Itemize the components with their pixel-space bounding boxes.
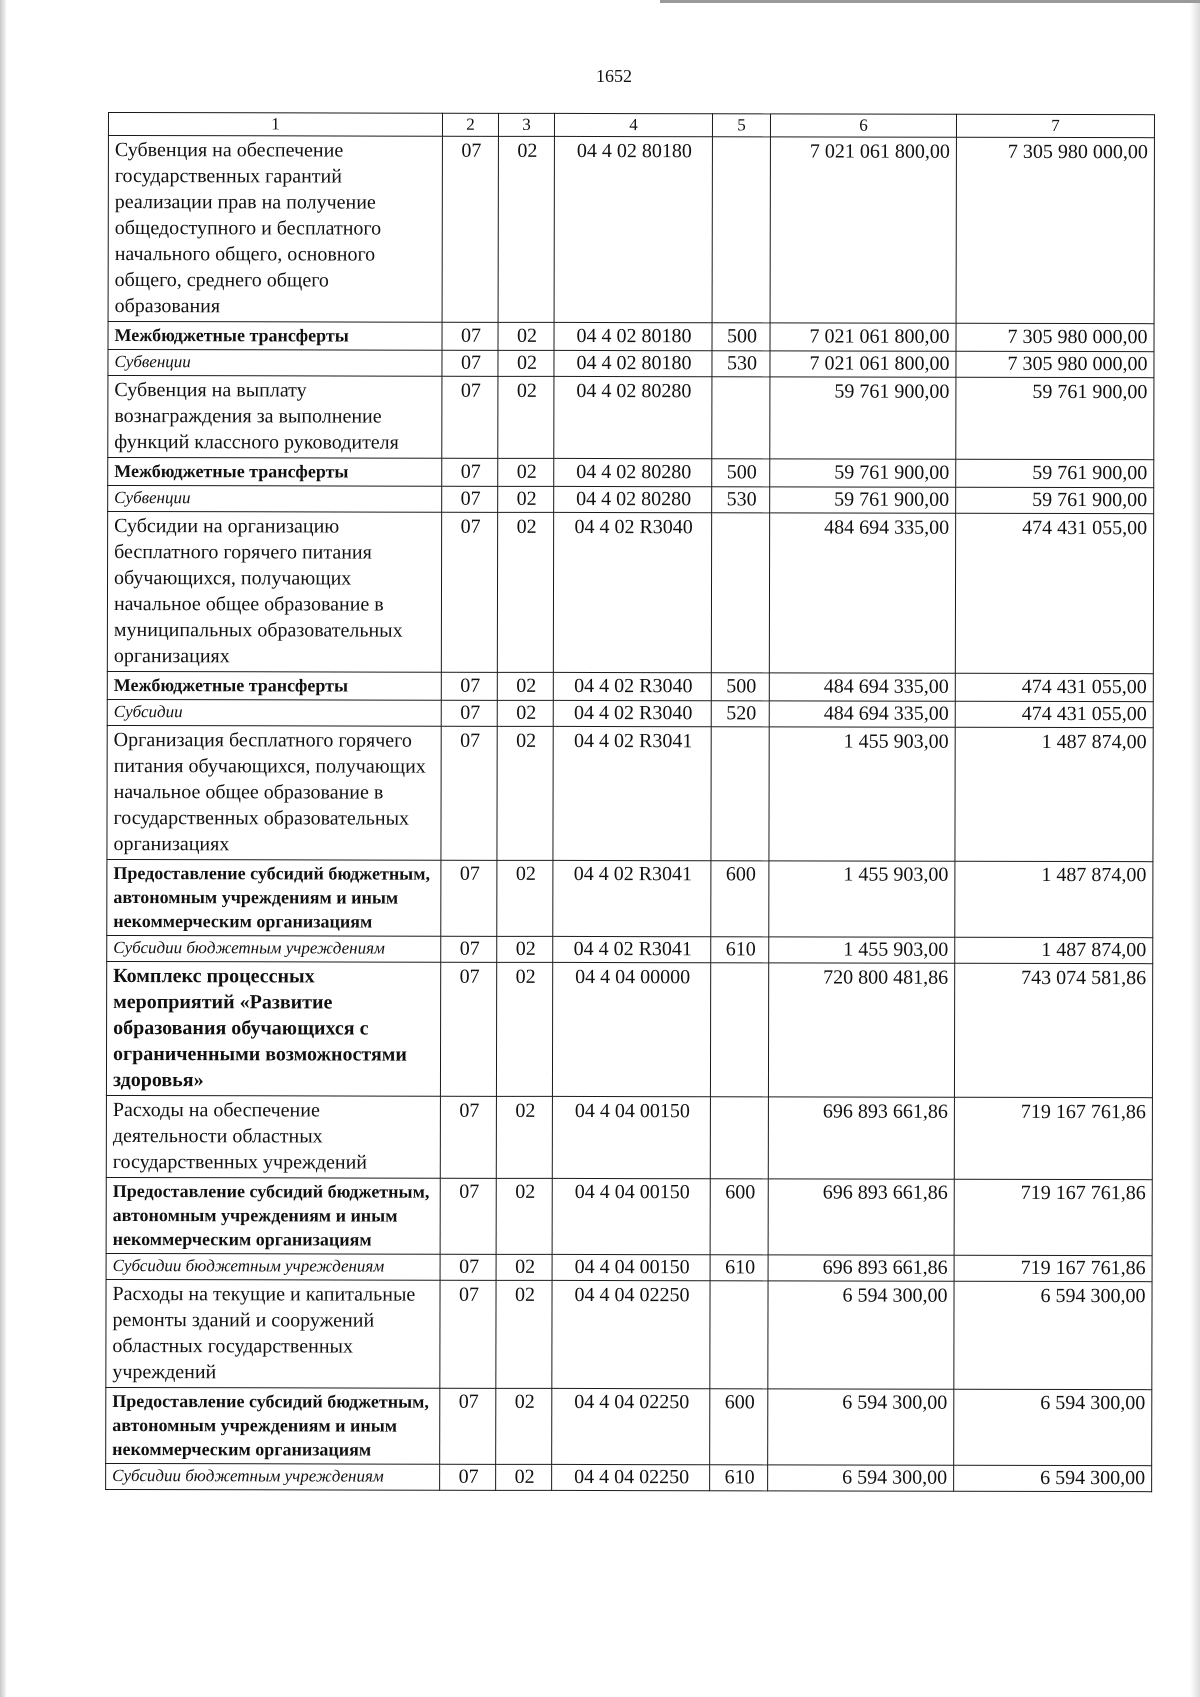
table-row	[107, 671, 1153, 701]
header-cell-6: 6	[770, 114, 956, 137]
row-expense-type	[710, 1281, 768, 1389]
row-name: Предоставление субсидий бюджетным, автономным учреждениям и иным некоммерческим организациям	[106, 1177, 440, 1254]
row-expense-type	[712, 137, 770, 323]
table-row	[108, 350, 1154, 378]
row-target-article: 04 4 02 80180	[554, 350, 712, 376]
row-amount-year-2: 6 594 300,00	[954, 1389, 1152, 1465]
row-target-article: 04 4 04 00000	[552, 962, 710, 1096]
row-section: 07	[441, 512, 497, 672]
row-amount-year-2: 6 594 300,00	[954, 1281, 1152, 1389]
row-amount-year-2: 719 167 761,86	[954, 1255, 1152, 1281]
row-amount-year-2: 474 431 055,00	[955, 513, 1153, 673]
row-target-article: 04 4 02 80180	[554, 322, 712, 350]
row-section: 07	[440, 1280, 496, 1388]
header-cell-5: 5	[712, 114, 770, 137]
table-row	[107, 859, 1153, 937]
header-cell-2: 2	[442, 113, 498, 136]
row-subsection: 02	[496, 1280, 552, 1388]
row-subsection: 02	[496, 1254, 552, 1280]
row-expense-type: 530	[712, 351, 770, 377]
row-expense-type: 610	[711, 937, 769, 963]
row-subsection: 02	[496, 1464, 552, 1490]
row-name: Субсидии на организацию бесплатного горячего питания обучающихся, получающих начальное общее образование в муниципальных образовательных организациях	[107, 512, 441, 673]
row-subsection: 02	[498, 458, 554, 486]
row-expense-type: 500	[712, 459, 770, 487]
row-name: Субвенция на выплату вознаграждения за выполнение функций классного руководителя	[108, 376, 442, 459]
row-name: Комплекс процессных мероприятий «Развитие образования обучающихся с ограниченными возможностями здоровья»	[106, 961, 440, 1096]
row-target-article: 04 4 04 02250	[552, 1280, 710, 1388]
row-amount-year-1: 696 893 661,86	[768, 1179, 954, 1255]
row-expense-type: 610	[710, 1465, 768, 1491]
row-name: Расходы на обеспечение деятельности областных государственных учреждений	[106, 1095, 440, 1178]
row-subsection: 02	[497, 936, 553, 962]
row-name: Субсидии бюджетным учреждениям	[106, 1463, 440, 1490]
row-amount-year-2: 1 487 874,00	[955, 861, 1153, 937]
row-target-article: 04 4 04 02250	[552, 1388, 710, 1464]
row-amount-year-2: 474 431 055,00	[955, 701, 1153, 727]
row-amount-year-1: 484 694 335,00	[769, 673, 955, 701]
row-name: Межбюджетные трансферты	[108, 322, 442, 351]
row-target-article: 04 4 02 80280	[554, 486, 712, 512]
row-section: 07	[440, 1464, 496, 1490]
table-row	[108, 486, 1154, 514]
table-row	[107, 512, 1153, 674]
row-subsection: 02	[497, 700, 553, 726]
row-amount-year-1: 59 761 900,00	[770, 377, 956, 459]
row-name: Субсидии	[107, 699, 441, 726]
row-subsection: 02	[497, 860, 553, 936]
row-expense-type	[711, 513, 769, 673]
row-amount-year-2: 743 074 581,86	[954, 963, 1152, 1097]
row-section: 07	[441, 672, 497, 700]
row-amount-year-1: 1 455 903,00	[769, 727, 955, 861]
row-expense-type: 530	[712, 487, 770, 513]
row-name: Субвенции	[108, 350, 442, 377]
row-expense-type	[711, 727, 769, 861]
row-subsection: 02	[498, 486, 554, 512]
row-section: 07	[440, 962, 496, 1096]
row-section: 07	[441, 726, 497, 860]
table-row	[108, 322, 1154, 352]
row-amount-year-1: 696 893 661,86	[768, 1097, 954, 1179]
header-cell-4: 4	[554, 113, 712, 136]
row-amount-year-2: 59 761 900,00	[956, 487, 1154, 513]
row-amount-year-2: 1 487 874,00	[955, 727, 1153, 861]
row-subsection: 02	[497, 672, 553, 700]
row-expense-type: 600	[711, 861, 769, 937]
row-target-article: 04 4 02 R3041	[553, 726, 711, 860]
row-name: Расходы на текущие и капитальные ремонты зданий и сооружений областных государственных учреждений	[106, 1279, 440, 1388]
row-section: 07	[442, 136, 498, 322]
row-target-article: 04 4 04 00150	[552, 1254, 710, 1280]
row-amount-year-2: 474 431 055,00	[955, 673, 1153, 701]
row-section: 07	[440, 1254, 496, 1280]
table-row	[106, 1463, 1152, 1491]
table-row	[106, 1279, 1152, 1389]
row-amount-year-2: 719 167 761,86	[954, 1097, 1152, 1179]
table-row	[107, 699, 1153, 727]
header-row	[108, 113, 1154, 138]
row-amount-year-1: 720 800 481,86	[768, 963, 954, 1097]
row-section: 07	[442, 376, 498, 458]
row-expense-type	[710, 963, 768, 1097]
row-subsection: 02	[498, 376, 554, 458]
row-target-article: 04 4 04 02250	[552, 1464, 710, 1490]
row-name: Субвенция на обеспечение государственных гарантий реализации прав на получение общедоступного и бесплатного начального общего, основного общего, среднего общего образования	[108, 136, 442, 323]
row-amount-year-1: 484 694 335,00	[769, 513, 955, 673]
row-subsection: 02	[498, 322, 554, 350]
row-amount-year-1: 59 761 900,00	[770, 459, 956, 487]
row-target-article: 04 4 02 80180	[554, 136, 712, 322]
row-expense-type	[710, 1097, 768, 1179]
row-amount-year-2: 59 761 900,00	[956, 377, 1154, 459]
table-row	[107, 725, 1153, 861]
row-amount-year-1: 7 021 061 800,00	[770, 323, 956, 351]
table-row	[108, 458, 1154, 488]
row-subsection: 02	[496, 1096, 552, 1178]
budget-table	[105, 112, 1155, 1492]
table-row	[108, 136, 1154, 324]
scan-edge-left	[0, 0, 6, 1697]
header-cell-7: 7	[956, 114, 1154, 137]
row-subsection: 02	[496, 1178, 552, 1254]
row-section: 07	[442, 350, 498, 376]
row-amount-year-1: 6 594 300,00	[768, 1389, 954, 1465]
table-row	[108, 376, 1154, 460]
row-section: 07	[442, 486, 498, 512]
table-row	[106, 1253, 1152, 1281]
row-target-article: 04 4 02 80280	[554, 376, 712, 458]
row-section: 07	[441, 936, 497, 962]
row-amount-year-2: 6 594 300,00	[954, 1465, 1152, 1491]
row-subsection: 02	[498, 350, 554, 376]
row-amount-year-1: 7 021 061 800,00	[770, 137, 956, 323]
row-amount-year-1: 1 455 903,00	[769, 937, 955, 963]
row-amount-year-1: 59 761 900,00	[770, 487, 956, 513]
page-number: 1652	[596, 66, 632, 86]
row-amount-year-2: 7 305 980 000,00	[956, 137, 1154, 323]
row-target-article: 04 4 02 R3040	[553, 672, 711, 700]
row-subsection: 02	[497, 512, 553, 672]
row-expense-type	[712, 377, 770, 459]
row-subsection: 02	[497, 726, 553, 860]
row-expense-type: 610	[710, 1255, 768, 1281]
row-amount-year-1: 7 021 061 800,00	[770, 351, 956, 377]
row-target-article: 04 4 04 00150	[552, 1178, 710, 1254]
row-section: 07	[442, 458, 498, 486]
row-subsection: 02	[498, 136, 554, 322]
row-expense-type: 600	[710, 1179, 768, 1255]
row-name: Предоставление субсидий бюджетным, автономным учреждениям и иным некоммерческим организациям	[106, 1387, 440, 1464]
table-row	[106, 1095, 1152, 1179]
table-row	[106, 1177, 1152, 1255]
table-row	[106, 1387, 1152, 1465]
row-target-article: 04 4 02 80280	[554, 458, 712, 486]
row-name: Предоставление субсидий бюджетным, автономным учреждениям и иным некоммерческим организациям	[107, 859, 441, 936]
row-expense-type: 520	[711, 701, 769, 727]
row-amount-year-1: 6 594 300,00	[768, 1281, 954, 1389]
header-cell-1: 1	[108, 113, 442, 137]
row-expense-type: 500	[711, 673, 769, 701]
row-amount-year-1: 484 694 335,00	[769, 701, 955, 727]
row-subsection: 02	[496, 1388, 552, 1464]
row-name: Межбюджетные трансферты	[107, 671, 441, 700]
row-amount-year-1: 696 893 661,86	[768, 1255, 954, 1281]
row-section: 07	[442, 322, 498, 350]
table-row	[106, 961, 1152, 1097]
row-amount-year-2: 7 305 980 000,00	[956, 351, 1154, 377]
row-target-article: 04 4 02 R3040	[553, 512, 711, 672]
row-name: Межбюджетные трансферты	[108, 458, 442, 487]
row-amount-year-1: 1 455 903,00	[769, 861, 955, 937]
row-section: 07	[440, 1388, 496, 1464]
row-section: 07	[441, 700, 497, 726]
scan-edge-top	[660, 0, 1200, 3]
row-section: 07	[440, 1096, 496, 1178]
row-amount-year-2: 719 167 761,86	[954, 1179, 1152, 1255]
table-row	[107, 935, 1153, 963]
row-name: Субсидии бюджетным учреждениям	[107, 935, 441, 962]
row-target-article: 04 4 02 R3041	[553, 860, 711, 936]
row-name: Субсидии бюджетным учреждениям	[106, 1253, 440, 1280]
row-amount-year-1: 6 594 300,00	[768, 1465, 954, 1491]
row-expense-type: 600	[710, 1389, 768, 1465]
row-section: 07	[441, 860, 497, 936]
header-cell-3: 3	[498, 113, 554, 136]
row-section: 07	[440, 1178, 496, 1254]
row-amount-year-2: 1 487 874,00	[955, 937, 1153, 963]
row-name: Организация бесплатного горячего питания обучающихся, получающих начальное общее образование в государственных образовательных организациях	[107, 725, 441, 860]
row-expense-type: 500	[712, 323, 770, 351]
row-amount-year-2: 7 305 980 000,00	[956, 323, 1154, 351]
row-target-article: 04 4 04 00150	[552, 1096, 710, 1178]
row-target-article: 04 4 02 R3040	[553, 700, 711, 726]
row-amount-year-2: 59 761 900,00	[956, 459, 1154, 487]
row-target-article: 04 4 02 R3041	[553, 936, 711, 962]
row-name: Субвенции	[108, 486, 442, 513]
row-subsection: 02	[496, 962, 552, 1096]
scan-edge-right	[1190, 0, 1200, 1697]
